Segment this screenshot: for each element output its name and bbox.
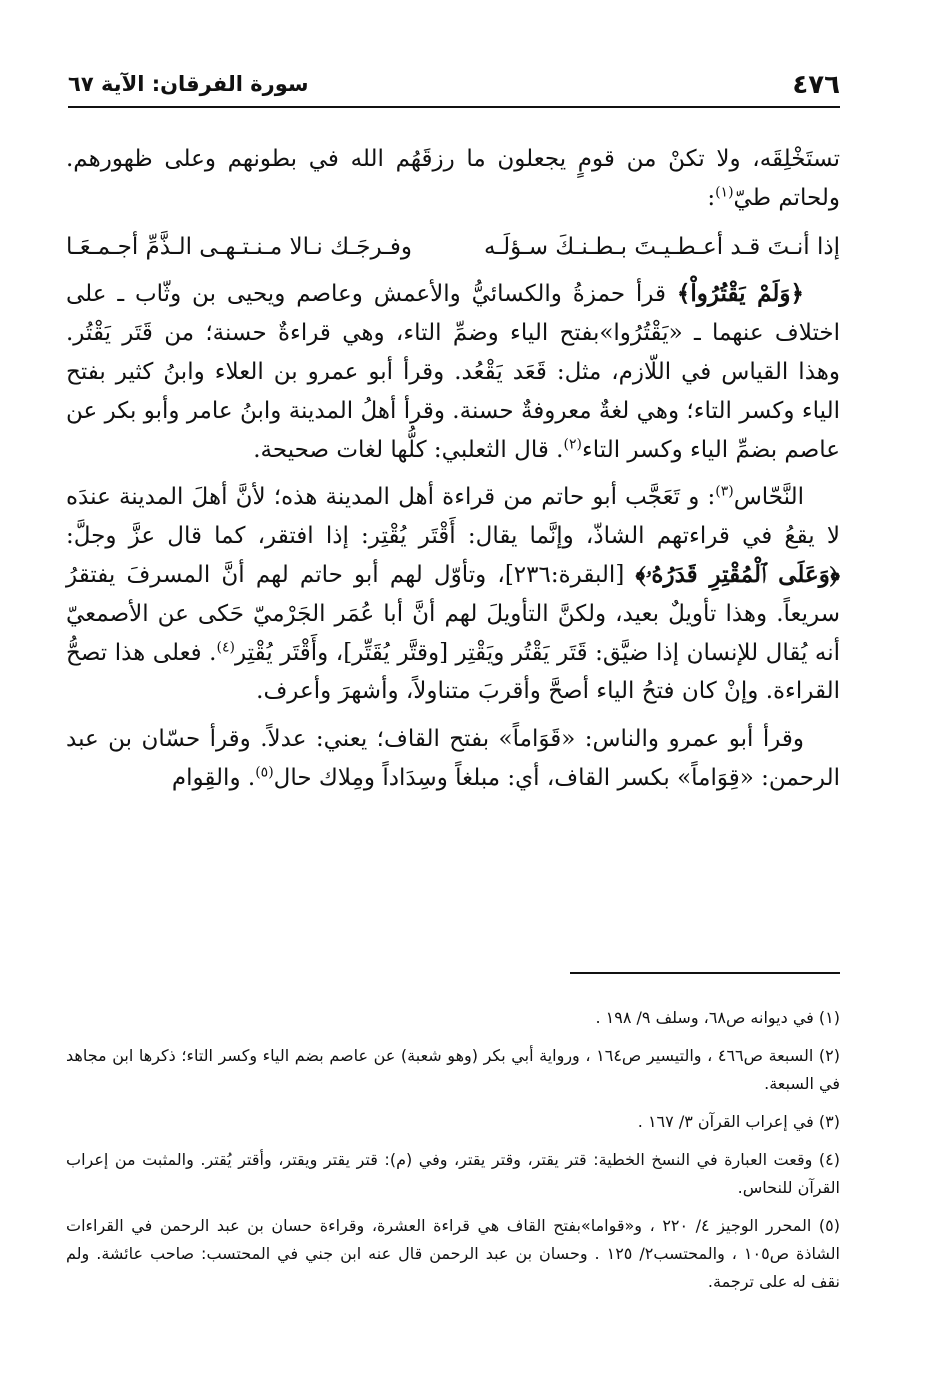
paragraph-text-end: : bbox=[707, 184, 716, 211]
footnote-ref-2: (٢) bbox=[563, 435, 582, 452]
footnote-ref-3: (٣) bbox=[715, 483, 734, 500]
paragraph-text: تستَخْلِقَه، ولا تكنْ من قومٍ يجعلون ما رزقَهُم الله في بطونهم وعلى ظهورهم. ولحاتم طيّ bbox=[66, 146, 840, 211]
paragraph-4 bbox=[66, 720, 840, 798]
footnote-ref-4: (٤) bbox=[216, 638, 235, 655]
footnote-3: (٣) في إعراب القرآن ٣/ ١٦٧ . bbox=[637, 1112, 840, 1131]
page-header bbox=[68, 66, 840, 108]
main-text bbox=[66, 140, 840, 798]
paragraph-text-end: . والقِوام bbox=[171, 764, 256, 791]
footnote-ref-1: (١) bbox=[715, 184, 734, 201]
footnote-2: (٢) السبعة ص٤٦٦ ، والتيسير ص١٦٤ ، ورواية أبي بكر (وهو شعبة) عن عاصم بضم الياء وكسر التاء؛ ذكرها ابن مجاهد في السبعة. bbox=[66, 1046, 840, 1093]
paragraph-text: قرأ حمزةُ والكسائيُّ والأعمش وعاصم ويحيى بن وثّاب ـ على اختلاف عنهما ـ «يَقْتُرُوا»بفتح الياء وضمِّ التاء، وهي قراءةٌ حسنة؛ من قَتَر يَقْتُر. وهذا القياس في اللّازم، مثل: قَعَد يَقْعُد. وقرأ أبو عمرو بن العلاء وابنُ كثير بفتح الياء وكسر التاء؛ وهي لغةٌ معروفةٌ حسنة. وقرأ أهلُ المدينة وابنُ عامر وأبو بكر عن عاصم بضمِّ الياء وكسر التاء bbox=[66, 281, 840, 463]
footnote-4: (٤) وقعت العبارة في النسخ الخطية: قتر يقتر، وقتر يقتر، وفي (م): قتر يقتر ويقتر، وأقتر يُقتر. والمثبت من إعراب القرآن للنحاس. bbox=[66, 1150, 840, 1197]
poetry-verse bbox=[66, 228, 840, 267]
page-number: ٤٧٦ bbox=[792, 70, 840, 100]
paragraph-text: [البقرة:٢٣٦]، وتأوّل لهم أبو حاتم لهم أنَّ المسرفَ يفتقرُ سريعاً. وهذا تأويلٌ بعيد، ولكنَّ التأويلَ لهم أنَّ أبا عُمَر الجَرْميّ حَكى عن الأصمعيّ أنه يُقال للإنسان إذا ضيَّق: قَتَر يَقْتُر ويَقْتِر [وقتَّر يُقَتِّر]، وأَقْتَر يُقْتِر bbox=[66, 561, 841, 666]
footnotes bbox=[66, 1004, 840, 1306]
scholar-name: النَّحّاس bbox=[733, 484, 804, 511]
paragraph-text-end: . فعلى هذا تصحُّ القراءة. وإنْ كان فتحُ الياء أصحَّ وأقربَ متناولاً، وأشهرَ وأعرف. bbox=[66, 639, 840, 705]
verse-first-hemistich: إذا أنـتَ قـد أعـطـيـتَ بـطـنـكَ سـؤلَـه bbox=[484, 233, 840, 260]
quran-quote: ﴿وَلَمْ يَقْتُرُواْ﴾ bbox=[676, 280, 805, 308]
footnote-1: (١) في ديوانه ص٦٨، وسلف ٩/ ١٩٨ . bbox=[595, 1008, 840, 1027]
paragraph-1 bbox=[66, 140, 840, 218]
footnote-divider bbox=[570, 972, 840, 974]
verse-second-hemistich: وفـرجَـك نـالا مـنـتـهـى الـذَّمِّ أجـمـعَـا bbox=[66, 233, 412, 260]
footnote-ref-5: (٥) bbox=[255, 764, 274, 781]
paragraph-text: وقرأ أبو عمرو والناس: «قَوَاماً» بفتح القاف؛ يعني: عدلاً. وقرأ حسّان بن عبد الرحمن: «قِوَاماً» بكسر القاف، أي: مبلغاً وسِدَاداً ومِلاك حال bbox=[66, 726, 840, 791]
surah-title: سورة الفرقان: الآية ٦٧ bbox=[68, 72, 309, 96]
paragraph-text: : و تَعَجَّب أبو حاتم من قراءة أهل المدينة هذه؛ لأنَّ أهلَ المدينة عندَه لا يقعُ في قراءتهم الشاذّ، وإنَّما يقال: أَقْتَر يُقْتِر: إذا افتقر، كما قال عزَّ وجلَّ: bbox=[66, 484, 841, 550]
paragraph-text-end: . قال الثعلبي: كلُّها لغات صحيحة. bbox=[253, 436, 564, 463]
footnote-5: (٥) المحرر الوجيز ٤/ ٢٢٠ ، و«قواما»بفتح القاف هي قراءة العشرة، وقراءة حسان بن عبد الرحمن في القراءات الشاذة ص١٠٥ ، والمحتسب٢/ ١٢٥ . وحسان بن عبد الرحمن قال عنه ابن جني في المحتسب: صاحب عائشة. ولم نقف له على ترجمة. bbox=[66, 1216, 841, 1291]
quran-quote: ﴿وَعَلَى ٱلْمُقْتِرِ قَدَرُهُۥ﴾ bbox=[635, 560, 840, 588]
paragraph-3 bbox=[66, 478, 840, 711]
paragraph-2 bbox=[66, 275, 840, 469]
